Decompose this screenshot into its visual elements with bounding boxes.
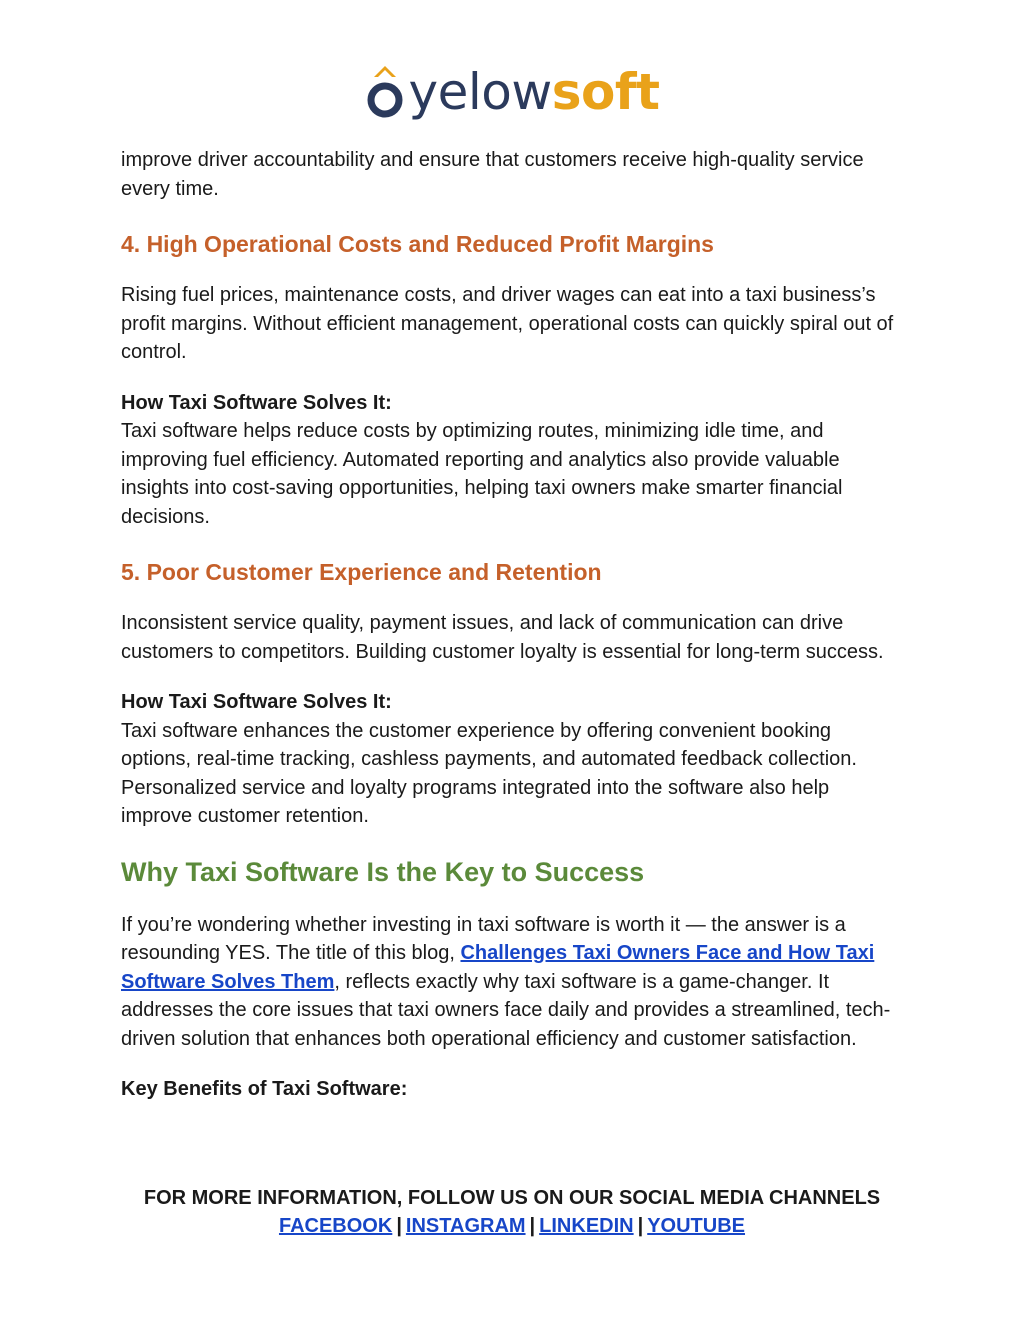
separator: | [396,1215,402,1237]
section5-solve-body: Taxi software enhances the customer experience by offering convenient booking options, real-time tracking, cashless payments, and automated feedback collection. Personalized service and loyalty programs integrated into the software also help improve customer retention. [121,719,857,827]
section4-solve-label: How Taxi Software Solves It: [121,391,392,414]
why-heading: Why Taxi Software Is the Key to Success [121,856,645,887]
section5-heading: 5. Poor Customer Experience and Retention [121,559,602,585]
youtube-link[interactable]: YOUTUBE [647,1215,746,1237]
brand-name-part2: soft [551,63,660,121]
section4-solve-body: Taxi software helps reduce costs by optimizing routes, minimizing idle time, and improving fuel efficiency. Automated reporting and analytics also provide valuable insights into cost-saving opportunities, helping taxi owners make smarter financial decisions. [121,420,843,528]
section5-body: Inconsistent service quality, payment issues, and lack of communication can drive customers to competitors. Building customer loyalty is essential for long-term success. [121,612,884,663]
facebook-link[interactable]: FACEBOOK [278,1215,393,1237]
brand-wordmark [408,63,660,121]
brand-logo [0,52,1024,132]
why-body-after: , reflects exactly why taxi software is a game-changer. It addresses the core issues that taxi owners face daily and provides a streamlined, tech-driven solution that enhances both operational efficiency and customer satisfaction. [121,970,891,1050]
section4-heading: 4. High Operational Costs and Reduced Profit Margins [121,231,714,257]
brand-name-part1: yelow [408,63,552,121]
footer-follow-text: FOR MORE INFORMATION, FOLLOW US ON OUR SOCIAL MEDIA CHANNELS [143,1187,881,1209]
location-pin-icon [365,64,405,120]
linkedin-link[interactable]: LINKEDIN [539,1215,634,1237]
separator: | [637,1215,644,1237]
section5-solve-label: How Taxi Software Solves It: [121,691,392,713]
why-body-before: If you’re wondering whether investing in taxi software is worth it — the answer is a resounding YES. The title of this blog, [121,913,846,964]
blog-title-link[interactable]: Challenges Taxi Owners Face and How Taxi Software Solves Them [121,942,875,993]
document-body [121,146,903,1104]
why-body [121,911,903,1054]
intro-continuation: improve driver accountability and ensure that customers receive high-quality service every time. [121,149,864,200]
section4-body: Rising fuel prices, maintenance costs, and driver wages can eat into a taxi business’s profit margins. Without efficient management, operational costs can quickly spiral out of control. [121,284,894,363]
key-benefits-label: Key Benefits of Taxi Software: [121,1078,408,1100]
instagram-link[interactable]: INSTAGRAM [405,1215,526,1237]
social-links [0,1212,1024,1240]
footer [0,1184,1024,1240]
separator: | [529,1215,536,1237]
